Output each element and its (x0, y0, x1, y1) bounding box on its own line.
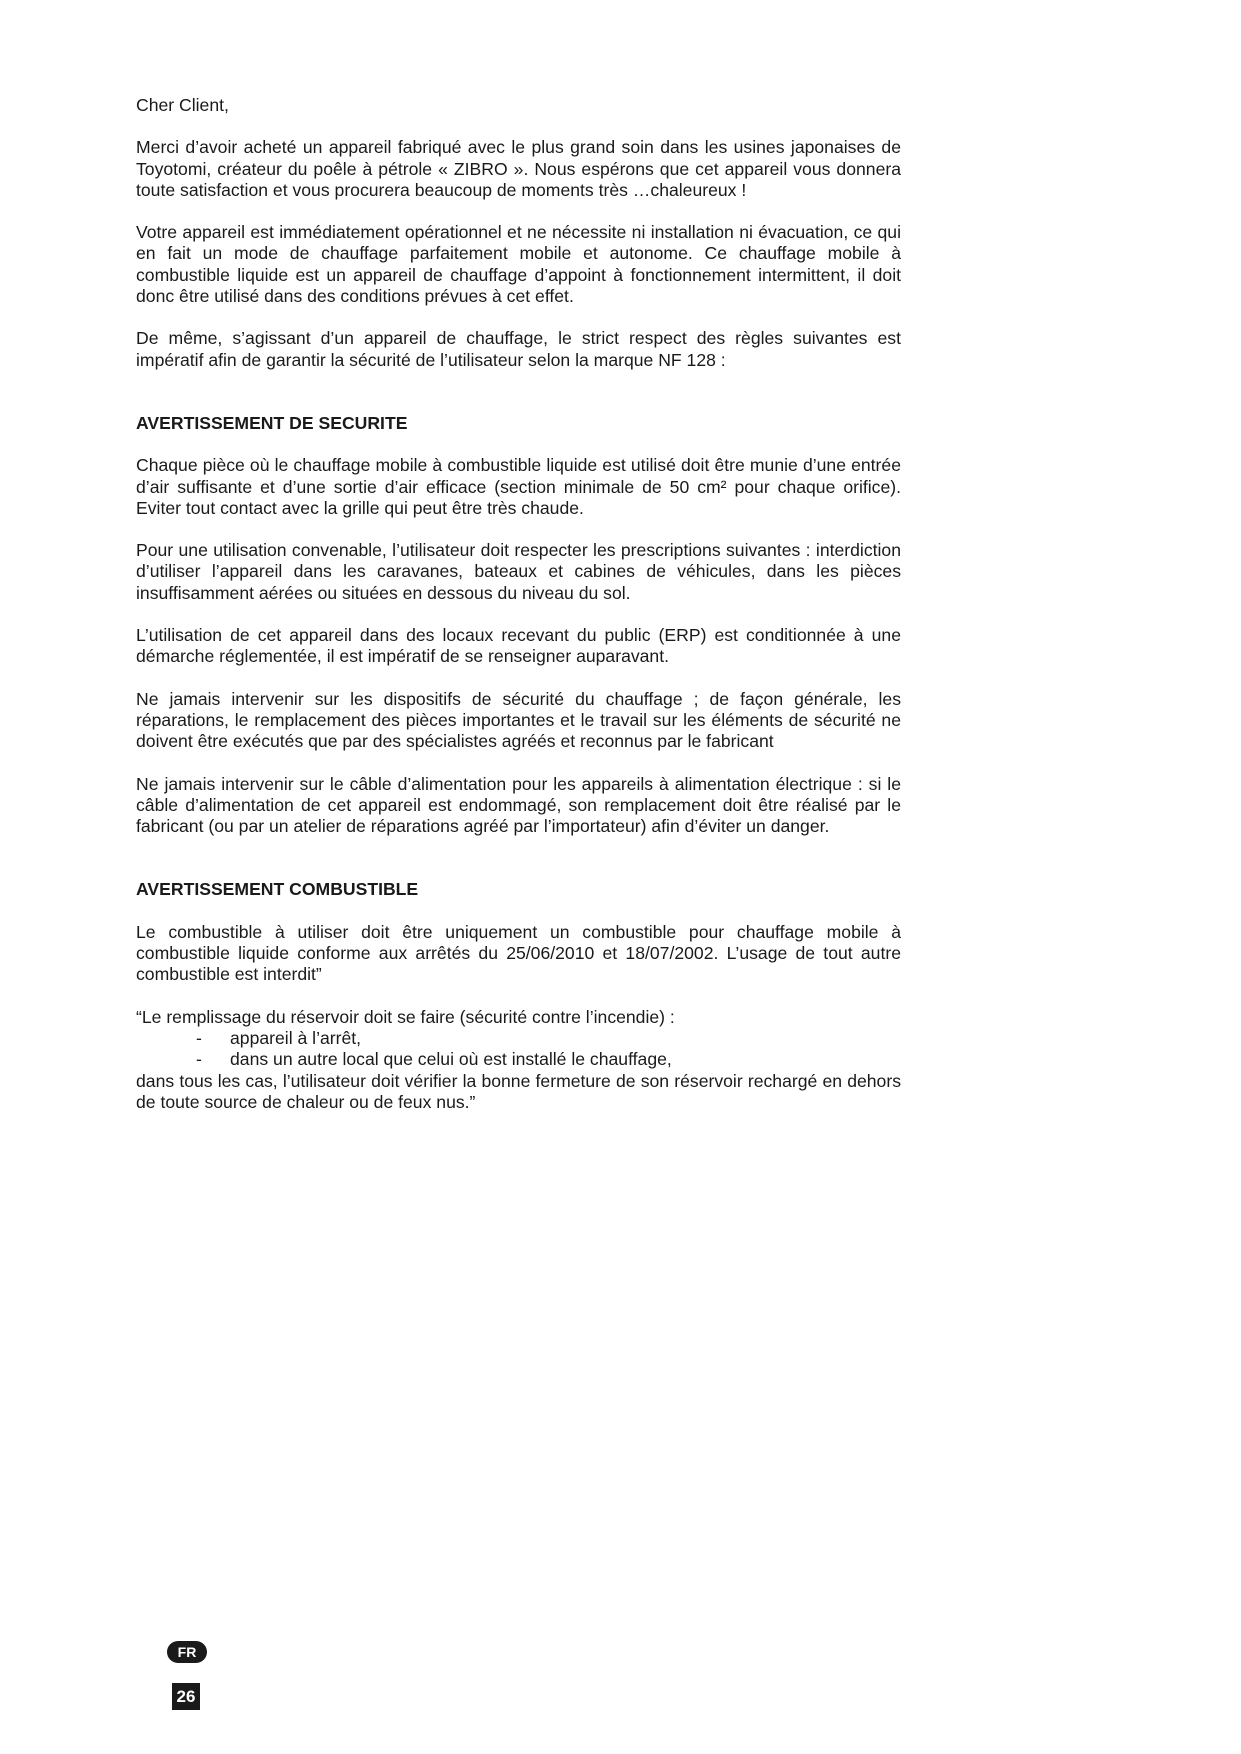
intro-paragraph: De même, s’agissant d’un appareil de chauffage, le strict respect des règles suivantes est impératif afin de garantir la sécurité de l’utilisateur selon la marque NF 128 : (136, 328, 901, 370)
fuel-heading: AVERTISSEMENT COMBUSTIBLE (136, 879, 419, 900)
safety-heading: AVERTISSEMENT DE SECURITE (136, 412, 408, 433)
list-item (136, 1049, 901, 1070)
refill-list (136, 1028, 901, 1071)
list-item (136, 1028, 901, 1049)
intro-paragraph: Votre appareil est immédiatement opérationnel et ne nécessite ni installation ni évacuation, ce qui en fait un mode de chauffage parfaitement mobile et autonome. Ce chauffage mobile à combustible liquide est un appareil de chauffage d’appoint à fonctionnement intermittent, il doit donc être utilisé dans des conditions prévues à cet effet. (136, 222, 901, 307)
intro-paragraph: Merci d’avoir acheté un appareil fabriqué avec le plus grand soin dans les usines japonaises de Toyotomi, créateur du poêle à pétrole « ZIBRO ». Nous espérons que cet appareil vous donnera toute satisfaction et vous procurera beaucoup de moments très …chaleureux ! (136, 137, 901, 200)
refill-intro: “Le remplissage du réservoir doit se faire (sécurité contre l’incendie) : (136, 1006, 675, 1027)
language-badge: FR (167, 1641, 207, 1663)
list-item-text: appareil à l’arrêt, (230, 1027, 362, 1048)
safety-paragraph: L’utilisation de cet appareil dans des locaux recevant du public (ERP) est conditionnée à une démarche réglementée, il est impératif de se renseigner auparavant. (136, 625, 901, 667)
greeting: Cher Client, (136, 95, 229, 115)
page-number: 26 (172, 1683, 200, 1710)
safety-paragraph: Ne jamais intervenir sur les dispositifs de sécurité du chauffage ; de façon générale, les réparations, le remplacement des pièces importantes et le travail sur les éléments de sécurité ne doivent être exécutés que par des spécialistes agréés et reconnus par le fabricant (136, 688, 901, 752)
fuel-closing: dans tous les cas, l’utilisateur doit vérifier la bonne fermeture de son réservoir rechargé en dehors de toute source de chaleur ou de feux nus.” (136, 1070, 901, 1112)
list-item-text: dans un autre local que celui où est installé le chauffage, (230, 1049, 672, 1070)
safety-paragraph: Pour une utilisation convenable, l’utilisateur doit respecter les prescriptions suivantes : interdiction d’utiliser l’appareil dans les caravanes, bateaux et cabines de véhicules, dans les pièces insuffisamment aérées ou situées en dessous du niveau du sol. (136, 540, 901, 603)
safety-paragraph: Chaque pièce où le chauffage mobile à combustible liquide est utilisé doit être munie d’une entrée d’air suffisante et d’une sortie d’air efficace (section minimale de 50 cm² pour chaque orifice). Eviter tout contact avec la grille qui peut être très chaude. (136, 455, 901, 518)
text-column (136, 95, 901, 1113)
fuel-paragraph: Le combustible à utiliser doit être uniquement un combustible pour chauffage mobile à combustible liquide conforme aux arrêtés du 25/06/2010 et 18/07/2002. L’usage de tout autre combustible est interdit” (136, 921, 901, 985)
list-dash: - (196, 1049, 202, 1070)
list-dash: - (196, 1027, 202, 1048)
safety-paragraph: Ne jamais intervenir sur le câble d’alimentation pour les appareils à alimentation électrique : si le câble d’alimentation de cet appareil est endommagé, son remplacement doit être réalisé par le fabricant (ou par un atelier de réparations agréé par l’importateur) afin d’éviter un danger. (136, 773, 901, 837)
